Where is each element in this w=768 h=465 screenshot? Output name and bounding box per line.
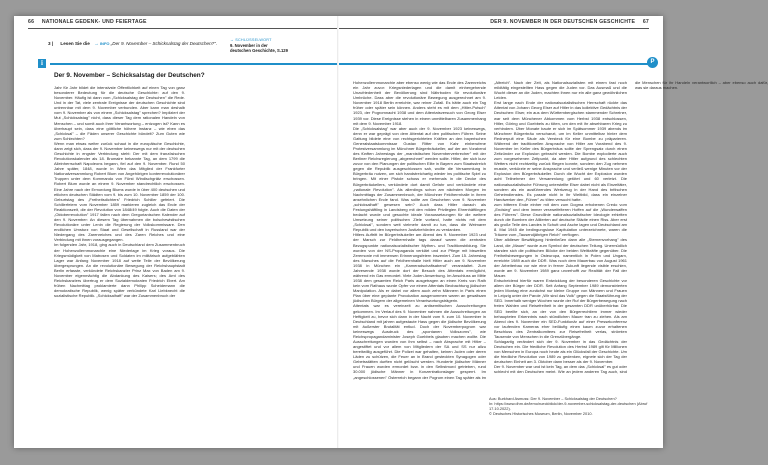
paragraph: Die „Schicksalstag" war aber auch der 9. November 1923 keineswegs, denn er war geprägt von dem Attentat auf den politischen Führer. Seine Gattung bildete eine von rechtsgerichteten Kräften an den bayerischen Generalstaatskommissar Gustav Ritter von Kahr einberufene Protestversammlung im Münchner Bürgerbräukeller, auf der am Vorabend des fünften Jahrestags der „marxistischen Novemberverbrecher" mit der Berliner Reichsregierung „abgerechnet" werden sollte. Hitler, der sich kurz zuvor von den Planungen der politischen Elite in Bayern zum Staatsstreich gegen die Republik ausgeschlossen sah, wollte die Versammlung in Bürgerbräu nutzen, um sich handstreichartig wieder ins politische Spiel zu bringen. Mit einer Pistole schoss er mehrmals in die Decke des Bürgerbräukellers, verkündete dort damit Gefahr und verkündete eine „nationale Revolution". Als allerdings schon am nächsten Morgen im Nachmittags der Zusammenbruch, der Münchner Feldherrnhalle in ihrem ansehnlichen Ende fand. Was sollte am Geschehen vom 9. November „schicksalhaft" gewesen sein? Auch dass Hitler danach als Festungshäftling in Landsberg mit den milden Privilegien Ehrenhäftlingen bedacht wurde und gesuchte ideale Voraussetzungen für die weitere Umsetzung seiner politischen Ziele vorfand, hatte nichts mit dem „Schicksal", sondern weit vielmehr damit zu tun, dass die Weimarer Republik und den bayerischen Justizbehörden zu verdanken. [353,125,486,233]
crossref-line-2: deutschen Geschichte, S.129 [230,48,288,53]
paragraph: Im folgenden Jahr, 1918, ging auch in Deutschland dem Zusammenbruch der Hohenzollernmonarchie eine Niederlage im Krieg voraus. Die Kriegsmüdigkeit von Matrosen und Soldaten im militärisch aufgeblähten Lager war Anfang November 1918 auf weite Teile der Bevölkerung übergesprungen. An die revolutionäre Bewegung der Reichshauptstadt Berlin erfasste, verkündete Reichskanzler Prinz Max von Baden am 9. November eigenmächtig die Abdankung des Kaisers; des Amt des Reichskanzlers übertrug er dem Sozialdemokraten Friedrich Ebert. Am frühen Nachmittag proklamierte dann Philipp Scheidemann die demokratische Republik, wenig später verkündete Karl Liebknecht die sozialistische Republik. „Schicksalhaft" war der Zusammenbruch der [54,242,185,299]
paragraph: Attentats war es vereinzelt zu antisemitischen Ausschreitungen gekommen. Im Verlauf des 9. November nahmen die Ausschreitungen an Heftigkeit zu, bevor sich dann in der Nacht vom 9. zum 10. November in Deutschland mit jahren aufgestaute Hass gegen die jüdische Bevölkerung mit äußerster Brutalität entlud. Doch der Novemberpogrom war keineswegs Ausdruck des „spontanen Volkszorns", wie Reichspropagandaminister Joseph Goebbels glauben machen wollte. Die Ausschreitungen wurden von ihm selbst – nach Absprache mit Hitler – angestiftet und vor allem von Mitgliedern der SA und SS nur allzu bereitwillig ausgeführt. Die Polizei war gehalten, keinen Juden oder deren Läden zu schützen, die Feuer an in Brand gesteckten Synagogen oder Gebetsstätten durften nicht gelöscht werden. Hunderte jüdischer Männer und Frauen wurden ermordet bzw. in den Selbstmord getrieben, rund 30.000 jüdische Männer in Konzentrationslager gesperrt. Im „angeschlossenen" Österreich begann der Pogrom einen Tag später als im „Altreich". Nach der Zeit, als Nationalsozialisten mit einem fast noch mildtätig eingestellten Hass gegen die Juden vor. Das Ausmaß und die Wucht dieser an die Juden, machten ihnen nur ein alle ganz gewöhnlichen Leiden. [353,80,627,380]
left-page [14,16,338,448]
article-title: Der 9. November – Schicksalstag der Deutschen? [54,72,205,79]
crossref-line-1: 9. November in der [230,43,268,48]
paragraph: Hohenzollernmonarchie aber ebenso wenig wie das Ende des Zarenreichs ein Jahr zuvor: Kriegsniederlagen und die damit einhergehende Unzufriedenheit der Bevölkerung sind Nährboden für revolutionäre Umbrüche. Dass aber die revolutionäre Bewegung ausgerechnet am 9. November 1918 Berlin erreichte, war reiner Zufall. Es hätte auch ein Tag früher oder später sein können. Anders steht es mit dem „Hitler-Putsch" 1923, der Pogromnacht 1938 und dem Attentatsversuch von Georg Elser 1939 vor. Diese Ereignisse stehen in einem unmittelbaren Zusammenhang mit dem 9. November 1918. [353,80,486,126]
info-title: „Der 9. November – Schicksalstag der Deutschen?". [110,41,218,46]
page-number-right: 67 [642,19,649,25]
paragraph: Hitlers Auftritt im Bürgerbräukeller am Abend des 9. November 1923 und der Marsch zur Feldherrnhalle tags darauf waren die zentralen Bezugspunkte nationalsozialistischer Mythen- und Traditionsbildung. Sie wurden von der NS-Propaganda verklärt und zur Pflege mit bisweilen Zeremonie mit immensen Erinnerungsfeiern inszeniert. Zum 15. Jahrestag des Marsches auf die Feldherrnhalle hielt Hitler auch am 9. November 1938 in München ein „Kameradschaftsabend" veranstaltet. Zum Jahresende 1938 wurde dort der Besuch des Attentats ermöglicht, während ein Gas ermordet. Viele Juden Anwerbung. Im Anschluss an Mitte 1938 dem gesamten Reich Paris ausgetragen an einen Kreis von Rath kein vom Rathaus wurde Opfer vor einem Attentats Beobachtung jüdischer Manipulation. Als er dabei vor allem auch zehn Männern in Paris einen Plan über eine geplante Provokation ausgenommen waren an gewaltsam jüdischen Bürgern der allgemeinen Verantwortungsträgerin. [353,232,486,304]
arrow-right-icon: → [94,41,99,46]
header-rule-right [339,28,649,29]
book-spread [14,16,768,448]
page-number-left: 66 [28,19,35,25]
info-box-rule-left [50,63,338,65]
left-text-columns [54,85,324,442]
running-header-left [28,19,147,25]
keyword-crossref [230,38,288,53]
section-title-right: DER 9. NOVEMBER IN DER DEUTSCHEN GESCHICHTE [490,19,636,25]
task-number: 3 | [48,41,54,46]
info-box-rule-right [339,63,649,65]
section-title-left: NATIONALE GEDENK- UND FEIERTAGE [41,19,147,25]
paragraph: Jahr für Jahr bildet die intensivste Öffentlichkeit auf einen Tag von ganz besonderer Bedeutung für die deutsche Geschichte: auf den 9. November. Häufig ist dann vom „Schicksalstag der Deutschen" die Rede. Und in der Tat, viele zentrale Ereignisse der deutschen Geschichte sind untrennbar mit dem 9. November verbunden. Aber kann man deshalb vom 9. November als von einem „Schicksalstag" sprechen? Impliziert der Mut „Schicksalstag" nicht, dass dieser Tag dem rationalen Handeln von Menschen – und somit auch ihrer Verantwortung – entzogen ist? Kann es überhaupt sein, dass eine göttliche höhere Instanz – wie eben das „Schicksal" – die Fäden unserer Geschichte bündelt? Zum Guten wie zum Schlechten? [54,85,185,141]
source-citation [489,396,649,416]
p-badge-icon: P [647,57,658,68]
source-line: Aus: Burkhard Asmuss: Der 9. November – Schicksalstag der Deutschen? [489,396,617,401]
info-icon: i [38,59,46,68]
paragraph: Der 9. November war und ist kein Tag, an dem das „Schicksal" es gut oder schlecht mit den Deutschen meint. Wie an jedem anderen Tag auch, sind die Menschen für ihr Handeln verantwortlich – aber ebenso auch dafür, was sie daraus machen. [494,80,768,375]
header-rule-left [28,28,338,29]
source-line: © Deutsches Historisches Museum, Berlin, November 2010. [489,411,593,416]
paragraph: zum bitteren Ende einher mit dem zum Dogma erhobenen Credo vom „Endsieg" und dem immer verzweifelteren Hoffen auf die „Wunderwaffen des Führers". Diese Grundlinie nationalsozialistischer Ideologie erhielten durch die Bomben der Alliierten auf deutsche Städte einen Riss. Aber erst als große Teile des Landes in Schutt und Asche lagen und Deutschland am 8. Mai 1945 die bedingungslose Kapitulation unterzeichnete, waren die Träume vom „Tausendjährigen Reich" verflogen. [494,201,627,238]
right-text-columns [353,80,768,380]
task-reference [48,41,217,46]
task-label: Lesen Sie die [60,41,90,46]
crossref-heading: → SCHLÜSSELWORT [230,38,272,42]
paragraph: Über alldieser Bewältigung hinterließen dann alle „Sternenvorhang" des Land, die „Mauer" wurde zum Symbol der deutschen Teilung. Unermüdlich standen sich die politischen Blöcke der beiden Weltkräfte gegenüber. Die Freiheitsbewegungen in Osteuropa, namentlich in Polen und Ungarn, erreichte 1989 auch die DDR. Was noch dem Mauerbau von August 1961 der Arbeiterbau vor wie eine in ferner Zukunft liegende visible erschien, wurde am 9. November 1989 ganz unverhofft zur Realität: der Fall der Mauer. [494,237,627,278]
paragraph: Erst lange nach Ende der nationalsozialistischen Herrschaft rückte das Attentat von Johann Georg Elser auf Hitler in das kollektive Gedächtnis der Deutschen: Elser, ein aus dem Württembergischen stammender Schreiner, war seit dem Münchener Abkommen vom Herbst 1938 entschlossen, Hitler, Göring und Goebbels zu töten, um den mit ihr absehbaren Krieg zu verhindern. Über Monate baute er sich im Spätsommer 1939 abends im Münchner Bürgerbräu verschanzt, um im Keller unmittelbar hinter dem Rednerpult eine Säule als Versteck für eine Bombe zu präparieren. Während der traditionellen Ansprache von Hitler am Vorabend des 9. November im Keller des Bürgerbräus sollte der Sprengsatz durch einen Zeitzünder zur Explosion gebracht werden. Die Bombe explodierte auch zum vorgesehenen Zeitpunkt, da aber Hitler aufgrund des schlechten Wetters nicht rechtzeitig zurück fliegen konnte, sondern den Zug nehmen musste, verkürzte er seine Ansprache und verließ wenige Minuten vor der Explosion den Bürgerbräukeller. Durch die Wucht der Explosion wurden acht Teilnehmer der Versammlung getötet und 60 verletzt. Die nationalsozialistische Führung unterstellte Elser dabei nicht als Einzeltäter, sondern als ein ausführendes Werkzeug in der Hand des britischen Geheimdienstes. Es passte nicht in ihr Weltbild, dass ein einzelner Handwerker den „Führer" zu töten versucht hatte. [494,100,627,202]
paragraph: Schlagartig verändert sich der 9. November in das Gedächtnis der Deutschen ein. Die friedliche Revolution des Herbst 1989 gilt für Millionen von Menschen in Europa noch heute als ein Glücksfall der Geschichte. Um die friedliche Revolution von 1989 zu gedenken, eignete sich der Tag der deutschen Einheit am 3. Oktober dann besser als der 9. November. [494,338,627,365]
paragraph: Entscheidend hierfür waren Entwicklung der besonderen Geschichte vor allem der Bürger der DDR. Seit Anfang September 1989 demonstrierten jeden Montag eine zunächst nur kleine Gruppe von Männern und Frauen in Leipzig unter der Parole „Wir sind das Volk" gegen die Staatsführung der SED. Innerhalb weniger Wochen wurde der Ruf der Bürgerbewegung nach freien Wahlen und Reisefreiheit in der gesamten DDR unüberhörbar. Die SED beeilte sich, an der von den Bürgerrechtlern immer wieder behaupteten Erkenntnis nach stündlichen Mauer tran zu ziehen. Als am Abend des 9. November ein SED-Funktionär auf einer Pressekonferenz vor laufenden Kameras eher beiläufig einen kaum zuvor erhaltenen Beschluss des Zentralkomitees zur Reisefreiheit verlas, strömten Tausende von Menschen in die Grenzübergänge. [494,278,627,339]
info-keyword: INFO [99,41,110,46]
running-header-right [490,19,649,25]
paragraph: Wenn man etwas weiter zurück schaut in die europäische Geschichte, dann zeigt sich, dass der 9. November keineswegs nur mit der deutschen Geschichte in engster Verbindung steht: Der mit dem französischen Revolutionskalender als 18. Brumaire bekannte Tag, an dem 1799 die Alleinherrschaft Napoleons begann, fiel auf den 9. November. Rund 50 Jahre später, 1848, wurde in Wien das Mitglied der Frankfurter Nationalversammlung Robert Blum von Angehörigen konterrevolutionärer Truppen unter dem Kommando von Fürst Windischgrätz erschossen. Robert Blum wurde an einem 9. November standrechtlich erschossen. Eine Jahre nach der Ermordung Blums wurde in über 400 deutschen und etlichen deutschen Städten vom 9. bis zum 10. November 1859 der 100. Geburtstag des „Freiheitsdichters" Friedrich Schiller gefeiert. Die Schillerfeiern vom November 1859 markieren zugleich das Ende der Reaktionszeit, die der Revolution von 1848/49 folgte. Auch die Daten der „Oktoberrevolution" 1917 fallen nach dem Gregorianischen Kalender auf den 9. November: An diesem Tag übernahmen die bolschewistischen Revolutionäre unter Lenin die Regierung der Volkskommissare. Den endlichen Umsturz von Staat und Gesellschaft in Russland war der Niedergang des Zarenreiches und des Zaren Reiches und eine Verbindung mit ihnen vorausgegangen. [54,140,185,243]
source-line: In: https://www.dhm.de/lemo/rueckblick/der-9-november-schicksalstag-der-deutschen (Abruf 17.10.2022). [489,401,648,411]
right-page [339,16,768,448]
